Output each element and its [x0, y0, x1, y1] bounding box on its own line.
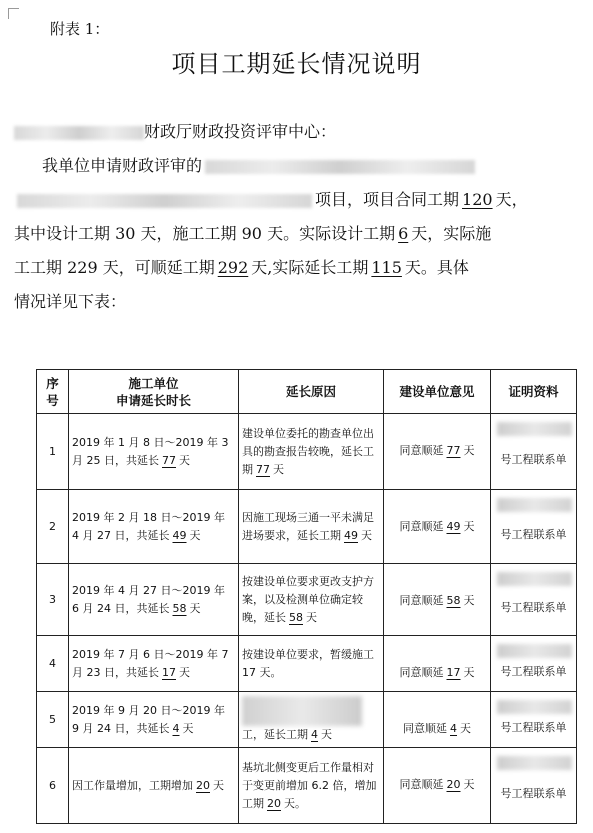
reason-days: 77: [256, 462, 270, 476]
reason-text: 因施工现场三通一平未满足进场要求，延长工期: [242, 510, 374, 542]
header-proof: 证明资料: [491, 370, 577, 414]
reason-days: 58: [289, 610, 303, 624]
paragraph-line-4: [14, 251, 582, 285]
proof-cell: [491, 748, 577, 824]
letter-body: [14, 115, 582, 319]
extension-period-text: 2019 年 9 月 20 日～2019 年 9 月 24 日，共延长: [72, 703, 225, 735]
paragraph-line-2: [14, 183, 582, 217]
document-title: 项目工期延长情况说明: [171, 50, 422, 78]
opinion-unit: 天: [463, 444, 475, 457]
extendable-days: 292: [217, 258, 249, 277]
row-number: 3: [37, 564, 69, 636]
proof-text: 号工程联系单: [500, 720, 567, 734]
opinion-cell: [384, 692, 491, 748]
header-opinion: 建设单位意见: [384, 370, 491, 414]
redacted-project-name-cont: [17, 194, 312, 208]
extension-period-cell: [69, 748, 239, 824]
proof-text: 号工程联系单: [500, 452, 567, 466]
opinion-cell: [384, 490, 491, 564]
reason-unit: 天: [306, 610, 317, 624]
extension-unit: 天: [213, 778, 224, 792]
opinion-text: 同意顺延: [403, 722, 447, 735]
row-number: 6: [37, 748, 69, 824]
line3-text-b: 天，实际施: [411, 224, 492, 243]
opinion-cell: [384, 414, 491, 490]
appendix-label: 附表 1：: [50, 20, 110, 38]
reason-cell: [239, 490, 384, 564]
redacted-addressee: [14, 126, 144, 140]
proof-cell: [491, 414, 577, 490]
redacted-reason: [242, 696, 362, 726]
opinion-unit: 天: [463, 520, 475, 533]
table-row: [37, 414, 577, 490]
opinion-days: 58: [446, 594, 461, 607]
proof-cell: [491, 564, 577, 636]
reason-unit: 天: [321, 727, 332, 741]
page-corner-mark: [8, 8, 19, 19]
redacted-proof-id: [497, 498, 572, 512]
reason-text: 工，延长工期: [242, 727, 308, 741]
extension-period-text: 因工作量增加，工期增加: [72, 778, 193, 792]
extension-days: 17: [162, 665, 176, 679]
extension-period-text: 2019 年 2 月 18 日～2019 年 4 月 27 日，共延长: [72, 510, 225, 542]
table-row: [37, 748, 577, 824]
redacted-proof-id: [497, 700, 572, 714]
extension-period-cell: [69, 636, 239, 692]
opinion-text: 同意顺延: [399, 444, 444, 457]
opinion-text: 同意顺延: [399, 594, 444, 607]
reason-text: 按建设单位要求更改支护方案，以及检测单位确定较晚，延长: [242, 574, 374, 624]
reason-unit: 天: [361, 528, 372, 542]
extension-unit: 天: [189, 601, 201, 615]
project-suffix-text: 项目，项目合同工期: [315, 190, 460, 209]
table-row: [37, 564, 577, 636]
reason-cell: [239, 636, 384, 692]
addressee-text: 财政厅财政投资评审中心：: [144, 122, 337, 141]
row-number: 2: [37, 490, 69, 564]
extension-unit: 天: [179, 665, 190, 679]
reason-days: [282, 666, 288, 679]
extension-unit: 天: [179, 453, 190, 467]
reason-cell: [239, 748, 384, 824]
row-number: 5: [37, 692, 69, 748]
opinion-unit: 天: [463, 594, 475, 607]
reason-days: 20: [267, 796, 281, 810]
proof-cell: [491, 692, 577, 748]
row-number: 4: [37, 636, 69, 692]
para-start-text: 我单位申请财政评审的: [42, 156, 203, 175]
opinion-unit: 天: [463, 778, 475, 791]
opinion-unit: 天: [460, 722, 471, 735]
redacted-proof-id: [497, 572, 572, 586]
extension-unit: 天: [189, 528, 201, 542]
extension-period-text: 2019 年 4 月 27 日～2019 年 6 月 24 日，共延长: [72, 583, 225, 615]
proof-cell: [491, 490, 577, 564]
opinion-text: 同意顺延: [399, 666, 444, 679]
reason-cell: [239, 564, 384, 636]
reason-days: 4: [311, 727, 318, 741]
redacted-proof-id: [497, 422, 572, 436]
extension-days: 4: [172, 721, 180, 735]
opinion-unit: 天: [463, 666, 475, 679]
redacted-proof-id: [497, 756, 572, 770]
extension-days: 20: [196, 778, 210, 792]
header-unit: 施工单位 申请延长时长: [69, 370, 239, 414]
line3-text-a: 其中设计工期 30 天，施工工期 90 天。实际设计工期: [14, 224, 396, 243]
extension-period-text: 2019 年 7 月 6 日～2019 年 7 月 23 日，共延长: [72, 647, 229, 679]
opinion-text: 同意顺延: [399, 520, 444, 533]
reason-cell: [239, 692, 384, 748]
redacted-project-name: [205, 160, 475, 174]
row-number: 1: [37, 414, 69, 490]
proof-text: 号工程联系单: [500, 600, 567, 614]
opinion-days: 17: [446, 666, 461, 679]
line4-text-a: 工工期 229 天，可顺延工期: [14, 258, 215, 277]
extension-days: 49: [172, 528, 187, 542]
extension-days: 77: [162, 453, 176, 467]
header-no: 序号: [37, 370, 69, 414]
reason-cell: [239, 414, 384, 490]
table-header-row: [37, 370, 577, 414]
line4-text-c: 天。具体: [404, 258, 469, 277]
reason-text: 基坑北侧变更后工作量相对于变更前增加 6.2 倍，增加工期: [242, 760, 377, 810]
table-row: [37, 490, 577, 564]
day-unit-text: 天，: [495, 190, 528, 209]
reason-unit: 天: [273, 462, 284, 476]
table-row: [37, 636, 577, 692]
table-row: [37, 692, 577, 748]
paragraph-line-1: [14, 149, 582, 183]
proof-text: 号工程联系单: [500, 664, 567, 678]
extension-period-cell: [69, 692, 239, 748]
extension-unit: 天: [182, 721, 194, 735]
actual-extension-days: 115: [371, 258, 402, 277]
opinion-cell: [384, 636, 491, 692]
extension-period-cell: [69, 490, 239, 564]
extension-table: [36, 369, 577, 824]
extension-days: 58: [172, 601, 187, 615]
line4-text-b: 天,实际延长工期: [251, 258, 369, 277]
paragraph-line-5: 情况详见下表：: [14, 292, 127, 311]
extension-period-cell: [69, 564, 239, 636]
contract-days: 120: [462, 190, 493, 209]
header-reason: 延长原因: [239, 370, 384, 414]
opinion-cell: [384, 564, 491, 636]
extension-period-text: 2019 年 1 月 8 日～2019 年 3 月 25 日，共延长: [72, 435, 229, 467]
addressee-line: [14, 115, 582, 149]
reason-unit: 天。: [284, 796, 306, 810]
reason-text: 按建设单位要求，暂缓施工 17 天。: [242, 647, 374, 679]
opinion-days: 49: [446, 520, 461, 533]
opinion-days: 4: [450, 722, 457, 735]
reason-days: 49: [344, 528, 358, 542]
extension-period-cell: [69, 414, 239, 490]
proof-text: 号工程联系单: [500, 527, 567, 541]
redacted-proof-id: [497, 644, 572, 658]
opinion-cell: [384, 748, 491, 824]
opinion-days: 20: [446, 778, 461, 791]
reason-text: 建设单位委托的勘查单位出具的勘查报告较晚，延长工期: [242, 426, 374, 476]
opinion-days: 77: [446, 444, 461, 457]
actual-design-days: 6: [398, 224, 409, 243]
proof-cell: [491, 636, 577, 692]
opinion-text: 同意顺延: [399, 778, 444, 791]
paragraph-line-3: [14, 217, 582, 251]
proof-text: 号工程联系单: [500, 786, 567, 800]
